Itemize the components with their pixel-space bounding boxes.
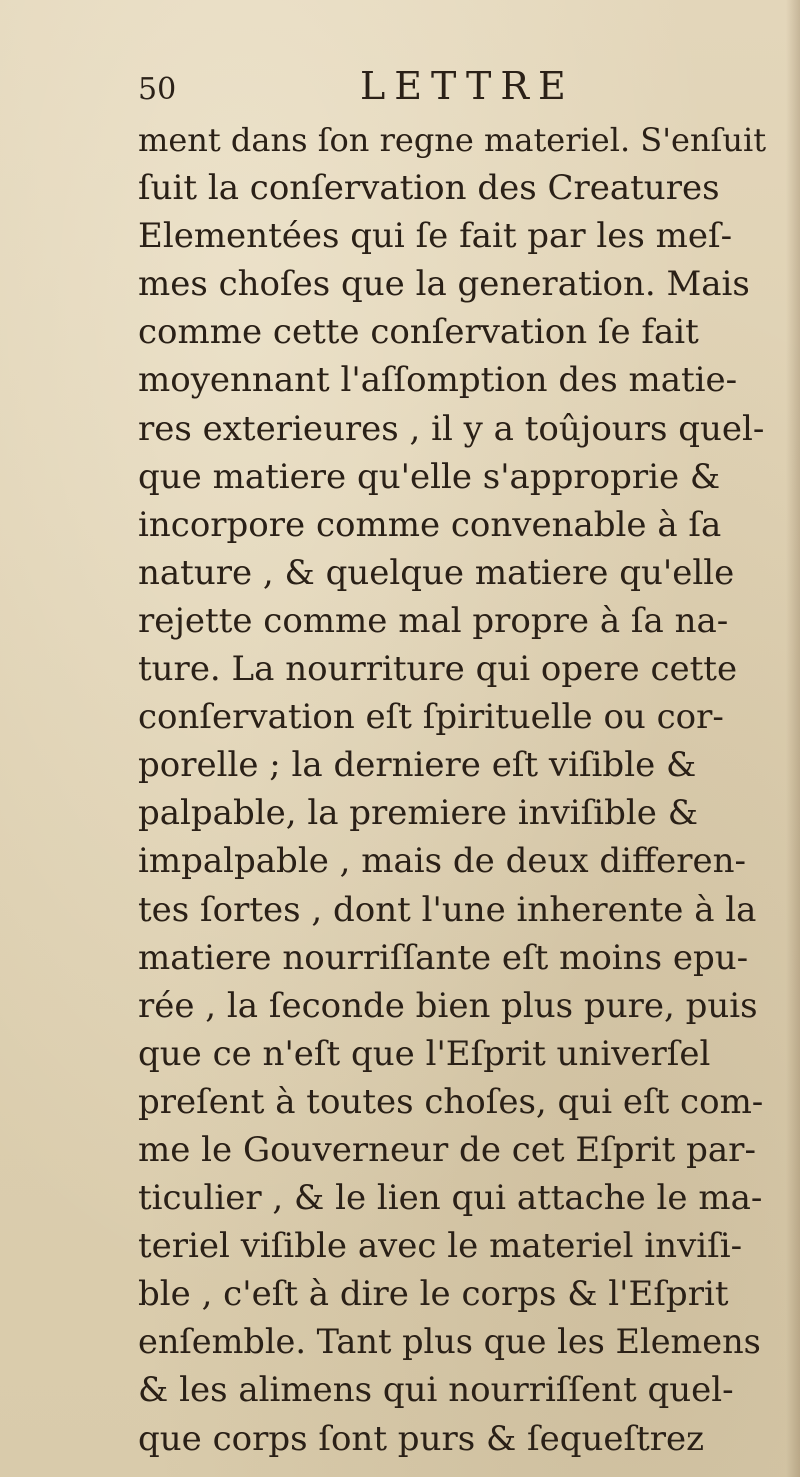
text-line (138, 549, 768, 597)
line-text: ſuit la conſervation des Creatures (138, 168, 720, 209)
line-text: ture. La nourriture qui opere cette (138, 649, 738, 690)
line-text: ble , c'eſt à dire le corps & l'Eſprit (138, 1274, 729, 1315)
text-line (138, 837, 768, 885)
line-text: enſemble. Tant plus que les Elemens (138, 1322, 761, 1362)
line-text: que corps ſont purs & ſequeſtrez (138, 1418, 705, 1459)
line-text: rejette comme mal propre à ſa na- (138, 600, 729, 641)
text-line (138, 741, 768, 789)
text-line (138, 308, 768, 356)
line-text: me le Gouverneur de cet Eſprit par- (138, 1129, 756, 1170)
line-text: tes ſortes , dont l'une inherente à la (138, 889, 757, 930)
page-header (138, 62, 758, 110)
text-line (138, 645, 768, 693)
text-line (138, 1415, 768, 1463)
text-line (138, 693, 768, 741)
text-line (138, 886, 768, 934)
text-line (138, 1270, 768, 1318)
text-line (138, 260, 768, 308)
line-text: matiere nourriſſante eſt moins epu- (138, 937, 749, 978)
text-line (138, 453, 768, 501)
line-text: comme cette conſervation ſe fait (138, 312, 699, 353)
line-text: moyennant l'aſſomption des matie- (138, 360, 738, 401)
line-text: & les alimens qui nourriſſent quel- (138, 1370, 734, 1411)
text-line (138, 982, 768, 1030)
text-line (138, 1366, 768, 1414)
text-line (138, 597, 768, 645)
text-line (138, 116, 768, 164)
text-line (138, 1078, 768, 1126)
page-number: 50 (138, 72, 177, 107)
running-title: LETTRE (360, 64, 575, 108)
text-line (138, 1318, 768, 1366)
line-text: teriel viſible avec le materiel inviſi- (138, 1226, 743, 1267)
text-line (138, 1222, 768, 1270)
line-text: que ce n'eſt que l'Eſprit univerſel (138, 1033, 711, 1074)
line-text: nature , & quelque matiere qu'elle (138, 552, 735, 593)
page-edge-shadow (786, 0, 800, 1477)
line-text: palpable, la premiere inviſible & (138, 793, 698, 834)
line-text: res exterieures , il y a toûjours quel- (138, 408, 765, 449)
text-line (138, 501, 768, 549)
line-text: rée , la ſeconde bien plus pure, puis (138, 985, 758, 1026)
text-line (138, 212, 768, 260)
text-line (138, 405, 768, 453)
line-text: impalpable , mais de deux differen- (138, 841, 747, 882)
line-text: ticulier , & le lien qui attache le ma- (138, 1178, 763, 1219)
line-text: conſervation eſt ſpirituelle ou cor- (138, 697, 724, 738)
text-line (138, 1030, 768, 1078)
text-line (138, 164, 768, 212)
line-text: preſent à toutes choſes, qui eſt com- (138, 1081, 764, 1122)
line-text: mes choſes que la generation. Mais (138, 264, 750, 305)
line-text: ment dans ſon regne materiel. S'enſuit (138, 121, 767, 159)
line-text: incorpore comme convenable à ſa (138, 504, 722, 545)
text-line (138, 1126, 768, 1174)
body-text (138, 116, 768, 1463)
line-text: que matiere qu'elle s'approprie & (138, 456, 721, 497)
line-text: Elementées qui ſe fait par les meſ- (138, 216, 733, 257)
text-line (138, 1174, 768, 1222)
line-text: porelle ; la derniere eſt viſible & (138, 745, 697, 786)
text-line (138, 789, 768, 837)
text-line (138, 356, 768, 404)
text-line (138, 934, 768, 982)
